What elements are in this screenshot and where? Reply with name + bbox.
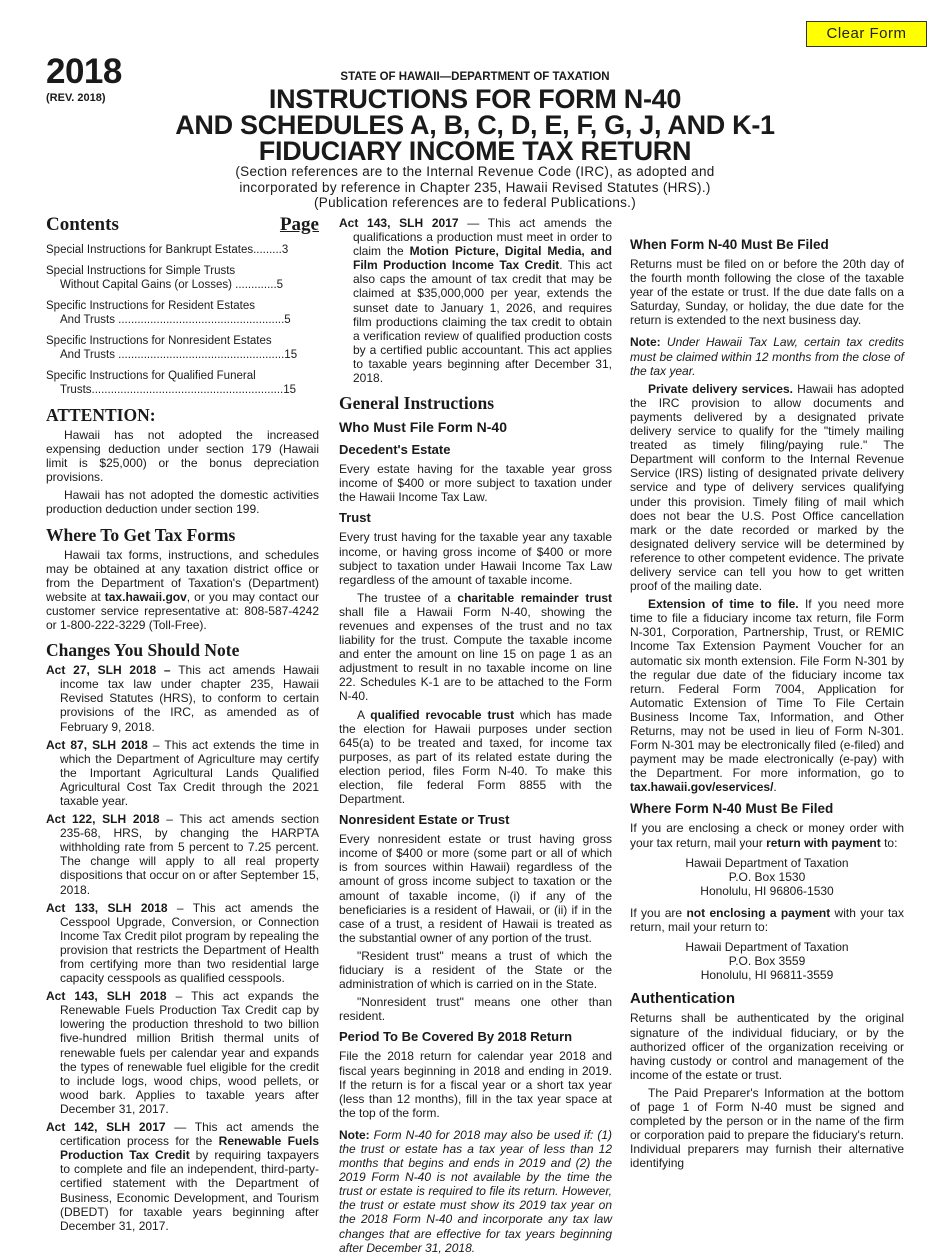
charitable-remainder-paragraph [339, 591, 612, 704]
text-span: which has made the election for Hawaii purposes under section 645(a) to be treated and taxed, for income tax purposes, as part of its related estate during the election period, files Form N-40. To make this election, file federal Form 8855 with the Department. [339, 707, 612, 807]
address-line: P.O. Box 1530 [728, 869, 806, 884]
page-title-line3: FIDUCIARY INCOME TAX RETURN [258, 136, 692, 166]
act-label: Act 133, SLH 2018 [46, 900, 168, 915]
period-heading: Period To Be Covered By 2018 Return [339, 1029, 573, 1045]
act-label: Act 27, SLH 2018 – [46, 663, 171, 678]
nonresident-paragraph: Every nonresident estate or trust having gross income of $400 or more (some part or all of which is from sources within Hawaii) regardless of the amount of gross income subject to taxation or the amount of taxable income, (i) if any of the beneficiaries is a resident of Hawaii, or (ii) if in the case of a trust, a resident of Hawaii is treated as the substantial owner of any portion of the trust. [339, 832, 612, 945]
revocable-trust-paragraph [339, 708, 612, 807]
private-delivery-paragraph [630, 382, 904, 593]
act-label: Act 87, SLH 2018 [46, 737, 148, 752]
toc-item-text: Specific Instructions for Nonresident Estates [46, 335, 272, 347]
text-bold: not enclosing a payment [686, 905, 831, 920]
when-filed-note [630, 335, 904, 377]
agency-name: STATE OF HAWAII—DEPARTMENT OF TAXATION [340, 71, 610, 83]
form-year: 2018 [46, 52, 122, 91]
text-bold: Private delivery services. [648, 381, 793, 396]
note-text: Form N-40 for 2018 may also be used if: (1) the trust or estate has a tax year of less than 12 months that begins and ends in 2019 and (2) the 2019 Form N-40 is not available by the time the trust or estate is required to file its return. However, the trust or estate must show its 2019 tax year on the 2018 Form N-40 and incorporate any tax law changes that are effective for tax years beginning after December 31, 2018. [339, 1127, 612, 1255]
decedent-estate-heading: Decedent's Estate [339, 442, 451, 458]
act-text: — This act amends the certification process for the [60, 1120, 319, 1149]
text-bold: Extension of time to file. [648, 597, 799, 612]
eservices-link[interactable]: tax.hawaii.gov/eservices/ [630, 780, 774, 795]
authentication-paragraph: Returns shall be authenticated by the original signature of the individual fiduciary, or by the authorized officer of the organization receiving or having custody or control and management of the income of the estate or trust. [630, 1011, 904, 1082]
where-filed-paragraph [630, 821, 904, 849]
contents-heading [46, 214, 319, 236]
act-paragraph [46, 901, 319, 986]
note-text: Under Hawaii Tax Law, certain tax credits must be claimed within 12 months from the close of the tax year. [630, 335, 904, 378]
clear-form-button[interactable]: Clear Form [806, 21, 927, 47]
act-text: — This act amends the qualifications a production must meet in order to claim the [353, 216, 612, 259]
toc-item[interactable] [46, 299, 319, 327]
where-filed-paragraph-2 [630, 906, 904, 934]
act-text: – This act amends the Cesspool Upgrade, Conversion, or Connection Income Tax Credit pilot program by repealing the provision that restricts the Department of Health from certifying more than two residential large capacity cesspools as qualified cesspools. [60, 900, 319, 986]
text-bold: qualified revocable trust [370, 707, 515, 722]
toc-item[interactable] [46, 369, 319, 397]
toc-item[interactable] [46, 243, 319, 257]
reference-note-line3: (Publication references are to federal Publications.) [313, 195, 637, 210]
toc-item-text: Special Instructions for Simple Trusts [46, 265, 236, 277]
act-label: Act 142, SLH 2017 [46, 1120, 166, 1135]
act-text-bold: Renewable Fuels Production Tax Credit [60, 1134, 319, 1163]
act-paragraph [46, 1120, 319, 1233]
text-span: , or you may contact our customer service representative at: 808-587-4242 or 1-800-222-3229 (Toll-Free). [46, 589, 319, 633]
contents-page-label: Page [279, 214, 319, 235]
act-text-bold: Motion Picture, Digital Media, and Film Production Income Tax Credit [353, 244, 612, 273]
contents-title: Contents [46, 214, 119, 235]
toc-item-text-2: And Trusts ....................................................15 [60, 349, 298, 361]
act-text: – This act expands the Renewable Fuels Production Tax Credit cap by lowering the production threshold to two billion five-hundred million British thermal units of renewable fuels per calendar year and expands the types of renewable fuel eligible for the credit to include logs, wood chips, wood pellets, or wood bark. Applies to taxable years after December 31, 2017. [60, 989, 319, 1116]
who-must-file-heading: Who Must File Form N-40 [339, 419, 507, 436]
text-span: A [357, 707, 371, 722]
text-bold: return with payment [766, 835, 881, 850]
act-text: – This act amends section 235-68, HRS, by changing the HARPTA withholding rate from 5 percent to 7.25 percent. The change will apply to all real property dispositions that occur on or after September 15, 2018. [60, 812, 319, 897]
text-span: If you are enclosing a check or money order with your tax return, mail your [630, 821, 904, 850]
text-span: If you are [630, 905, 687, 920]
mailing-address-no-payment [630, 940, 904, 982]
nonresident-trust-paragraph: "Nonresident trust" means one other than resident. [339, 995, 612, 1024]
reference-note-line2: incorporated by reference in Chapter 235, Hawaii Revised Statutes (HRS).) [239, 179, 711, 195]
address-line: Honolulu, HI 96806-1530 [700, 883, 834, 898]
page-title-line2: AND SCHEDULES A, B, C, D, E, F, G, J, AND K-1 [175, 110, 775, 140]
note-label: Note: [339, 1127, 370, 1142]
address-line: P.O. Box 3559 [728, 954, 806, 969]
text-span: The trustee of a [357, 590, 458, 605]
act-text: . This act also caps the amount of tax credit that may be claimed at $35,000,000 per year, extends the sunset date to January 1, 2026, and requires film productions claiming the tax credit to obtain a verification review of qualified production costs by a certified public accountant. This act applies to taxable years beginning after December 31, 2018. [353, 258, 612, 386]
revision-label: (REV. 2018) [46, 92, 106, 104]
when-filed-paragraph: Returns must be filed on or before the 20th day of the fourth month following the close of the taxable year of the estate or trust. If the due date falls on a Saturday, Sunday, or holiday, the due date for the return is extended to the next business day. [630, 257, 904, 328]
act-label: Act 143, SLH 2017 [339, 216, 459, 230]
resident-trust-paragraph: "Resident trust" means a trust of which the fiduciary is a resident of the State or the administration of which is carried on in the State. [339, 948, 612, 992]
where-to-get-forms-heading: Where To Get Tax Forms [46, 524, 236, 545]
act-label: Act 143, SLH 2018 [46, 989, 167, 1004]
toc-item[interactable] [46, 334, 319, 362]
act-paragraph [46, 989, 319, 1116]
toc-item-text-2: Trusts............................................................15 [60, 384, 297, 396]
toc-item[interactable] [46, 264, 319, 292]
attention-heading: ATTENTION: [46, 405, 156, 425]
attention-paragraph: Hawaii has not adopted the increased expensing deduction under section 179 (Hawaii limit is $25,000) or the bonus depreciation provisions. [46, 428, 319, 485]
column-2 [339, 216, 612, 1259]
when-filed-heading: When Form N-40 Must Be Filed [630, 237, 829, 252]
toc-item-text: Special Instructions for Bankrupt Estates.........3 [46, 244, 289, 256]
changes-heading: Changes You Should Note [46, 640, 240, 661]
text-span: Hawaii has adopted the IRC provision to allow documents and payments delivered by a designated private delivery service to qualify for the "timely mailing treated as timely filing/paying rule." The Department will conform to the Internal Revenue Service (IRS) listing of designated private delivery service and type of delivery services qualifying under this provision. Timely filing of mail which does not bear the U.S. Post Office cancellation mark or the date recorded or marked by the designated delivery service will be determined by reference to other competent evidence. The private delivery service can tell you how to get written proof of the mailing date. [630, 381, 904, 594]
reference-note-line1: (Section references are to the Internal Revenue Code (IRC), as adopted and [235, 164, 715, 179]
column-3 [630, 230, 904, 1174]
act-paragraph [339, 216, 612, 385]
page-title-line1: INSTRUCTIONS FOR FORM N-40 [268, 84, 682, 114]
act-paragraph [46, 738, 319, 808]
text-span: . [773, 780, 777, 795]
address-line: Hawaii Department of Taxation [685, 940, 849, 955]
toc-item-text: Specific Instructions for Qualified Funeral [46, 370, 256, 382]
where-to-get-forms-paragraph [46, 548, 319, 633]
toc-item-text-2: Without Capital Gains (or Losses) .............5 [60, 279, 284, 291]
toc-item-text-2: And Trusts ....................................................5 [60, 314, 291, 326]
address-line: Honolulu, HI 96811-3559 [700, 968, 834, 983]
text-span: If you need more time to file a fiduciary income tax return, file Form N-301, Corporation, Partnership, Trust, or REMIC Income Tax Extension Payment Voucher for an automatic six month extension. File Form N-301 by the regular due date of the fiduciary income tax return. Federal Form 7004, Application for Automatic Extension of Time To File Certain Business Income Tax, Information, and Other Returns, may not be used in lieu of Form N-301. Form N-301 may be electronically filed (e-filed) and payment may be made electronically (e-pay) with the Department. For more information, go to [630, 597, 904, 781]
nonresident-heading: Nonresident Estate or Trust [339, 812, 510, 828]
mailing-address-payment [630, 856, 904, 898]
table-of-contents [46, 243, 319, 397]
act-paragraph [46, 812, 319, 897]
text-span: Hawaii tax forms, instructions, and schedules may be obtained at any taxation district office or from the Department of Taxation's (Department) website at [46, 547, 319, 604]
act-label: Act 122, SLH 2018 [46, 812, 160, 827]
text-bold: charitable remainder trust [457, 590, 612, 605]
act-text: This act amends Hawaii income tax law under chapter 235, Hawaii Revised Statutes (HRS), to conform to certain provisions of the IRC, as amended as of February 9, 2018. [60, 663, 319, 734]
text-span: to: [880, 835, 898, 850]
where-filed-heading: Where Form N-40 Must Be Filed [630, 801, 834, 817]
reference-note [0, 164, 950, 211]
trust-heading: Trust [339, 510, 371, 526]
period-note [339, 1128, 612, 1255]
authentication-heading: Authentication [630, 990, 735, 1008]
text-span: with your tax return, mail your return to: [630, 905, 904, 935]
general-instructions-heading: General Instructions [339, 393, 495, 414]
column-1 [46, 214, 319, 1237]
text-span: shall file a Hawaii Form N-40, showing the revenues and expenses of the trust and no tax liability for the trust. Compute the taxable income and enter the amount on line 15 on page 1 as an adjustment to result in no taxable income on line 22. Schedules K-1 are to be attached to the Form N-40. [339, 604, 612, 704]
trust-paragraph: Every trust having for the taxable year any taxable income, or having gross income of $400 or more subject to taxation under Hawaii Income Tax Law regardless of the amount of taxable income. [339, 530, 612, 587]
note-label: Note: [630, 335, 661, 350]
act-text: by requiring taxpayers to complete and file an independent, third-party-certified statement with the Department of Business, Economic Development, and Tourism (DBEDT) for taxable years beginning after December 31, 2017. [60, 1148, 319, 1233]
attention-paragraph: Hawaii has not adopted the domestic activities production deduction under section 199. [46, 488, 319, 517]
act-text: – This act extends the time in which the Department of Agriculture may certify the Important Agricultural Lands Qualified Agricultural Cost Tax Credit through the 2021 taxable year. [60, 737, 319, 808]
decedent-estate-paragraph: Every estate having for the taxable year gross income of $400 or more subject to taxation under the Hawaii Income Tax Law. [339, 462, 612, 505]
address-line: Hawaii Department of Taxation [685, 855, 849, 870]
toc-item-text: Specific Instructions for Resident Estates [46, 300, 256, 312]
website-link[interactable]: tax.hawaii.gov [104, 589, 187, 604]
extension-paragraph [630, 597, 904, 794]
act-paragraph [46, 663, 319, 733]
authentication-paragraph-2: The Paid Preparer's Information at the bottom of page 1 of Form N-40 must be signed and completed by the person or in the name of the firm or corporation paid to prepare the fiduciary's return. Individual preparers may furnish their alternative identifying [630, 1085, 904, 1171]
period-paragraph: File the 2018 return for calendar year 2018 and fiscal years beginning in 2018 and ending in 2019. If the return is for a fiscal year or a short tax year (less than 12 months), fill in the tax year space at the top of the form. [339, 1049, 612, 1120]
